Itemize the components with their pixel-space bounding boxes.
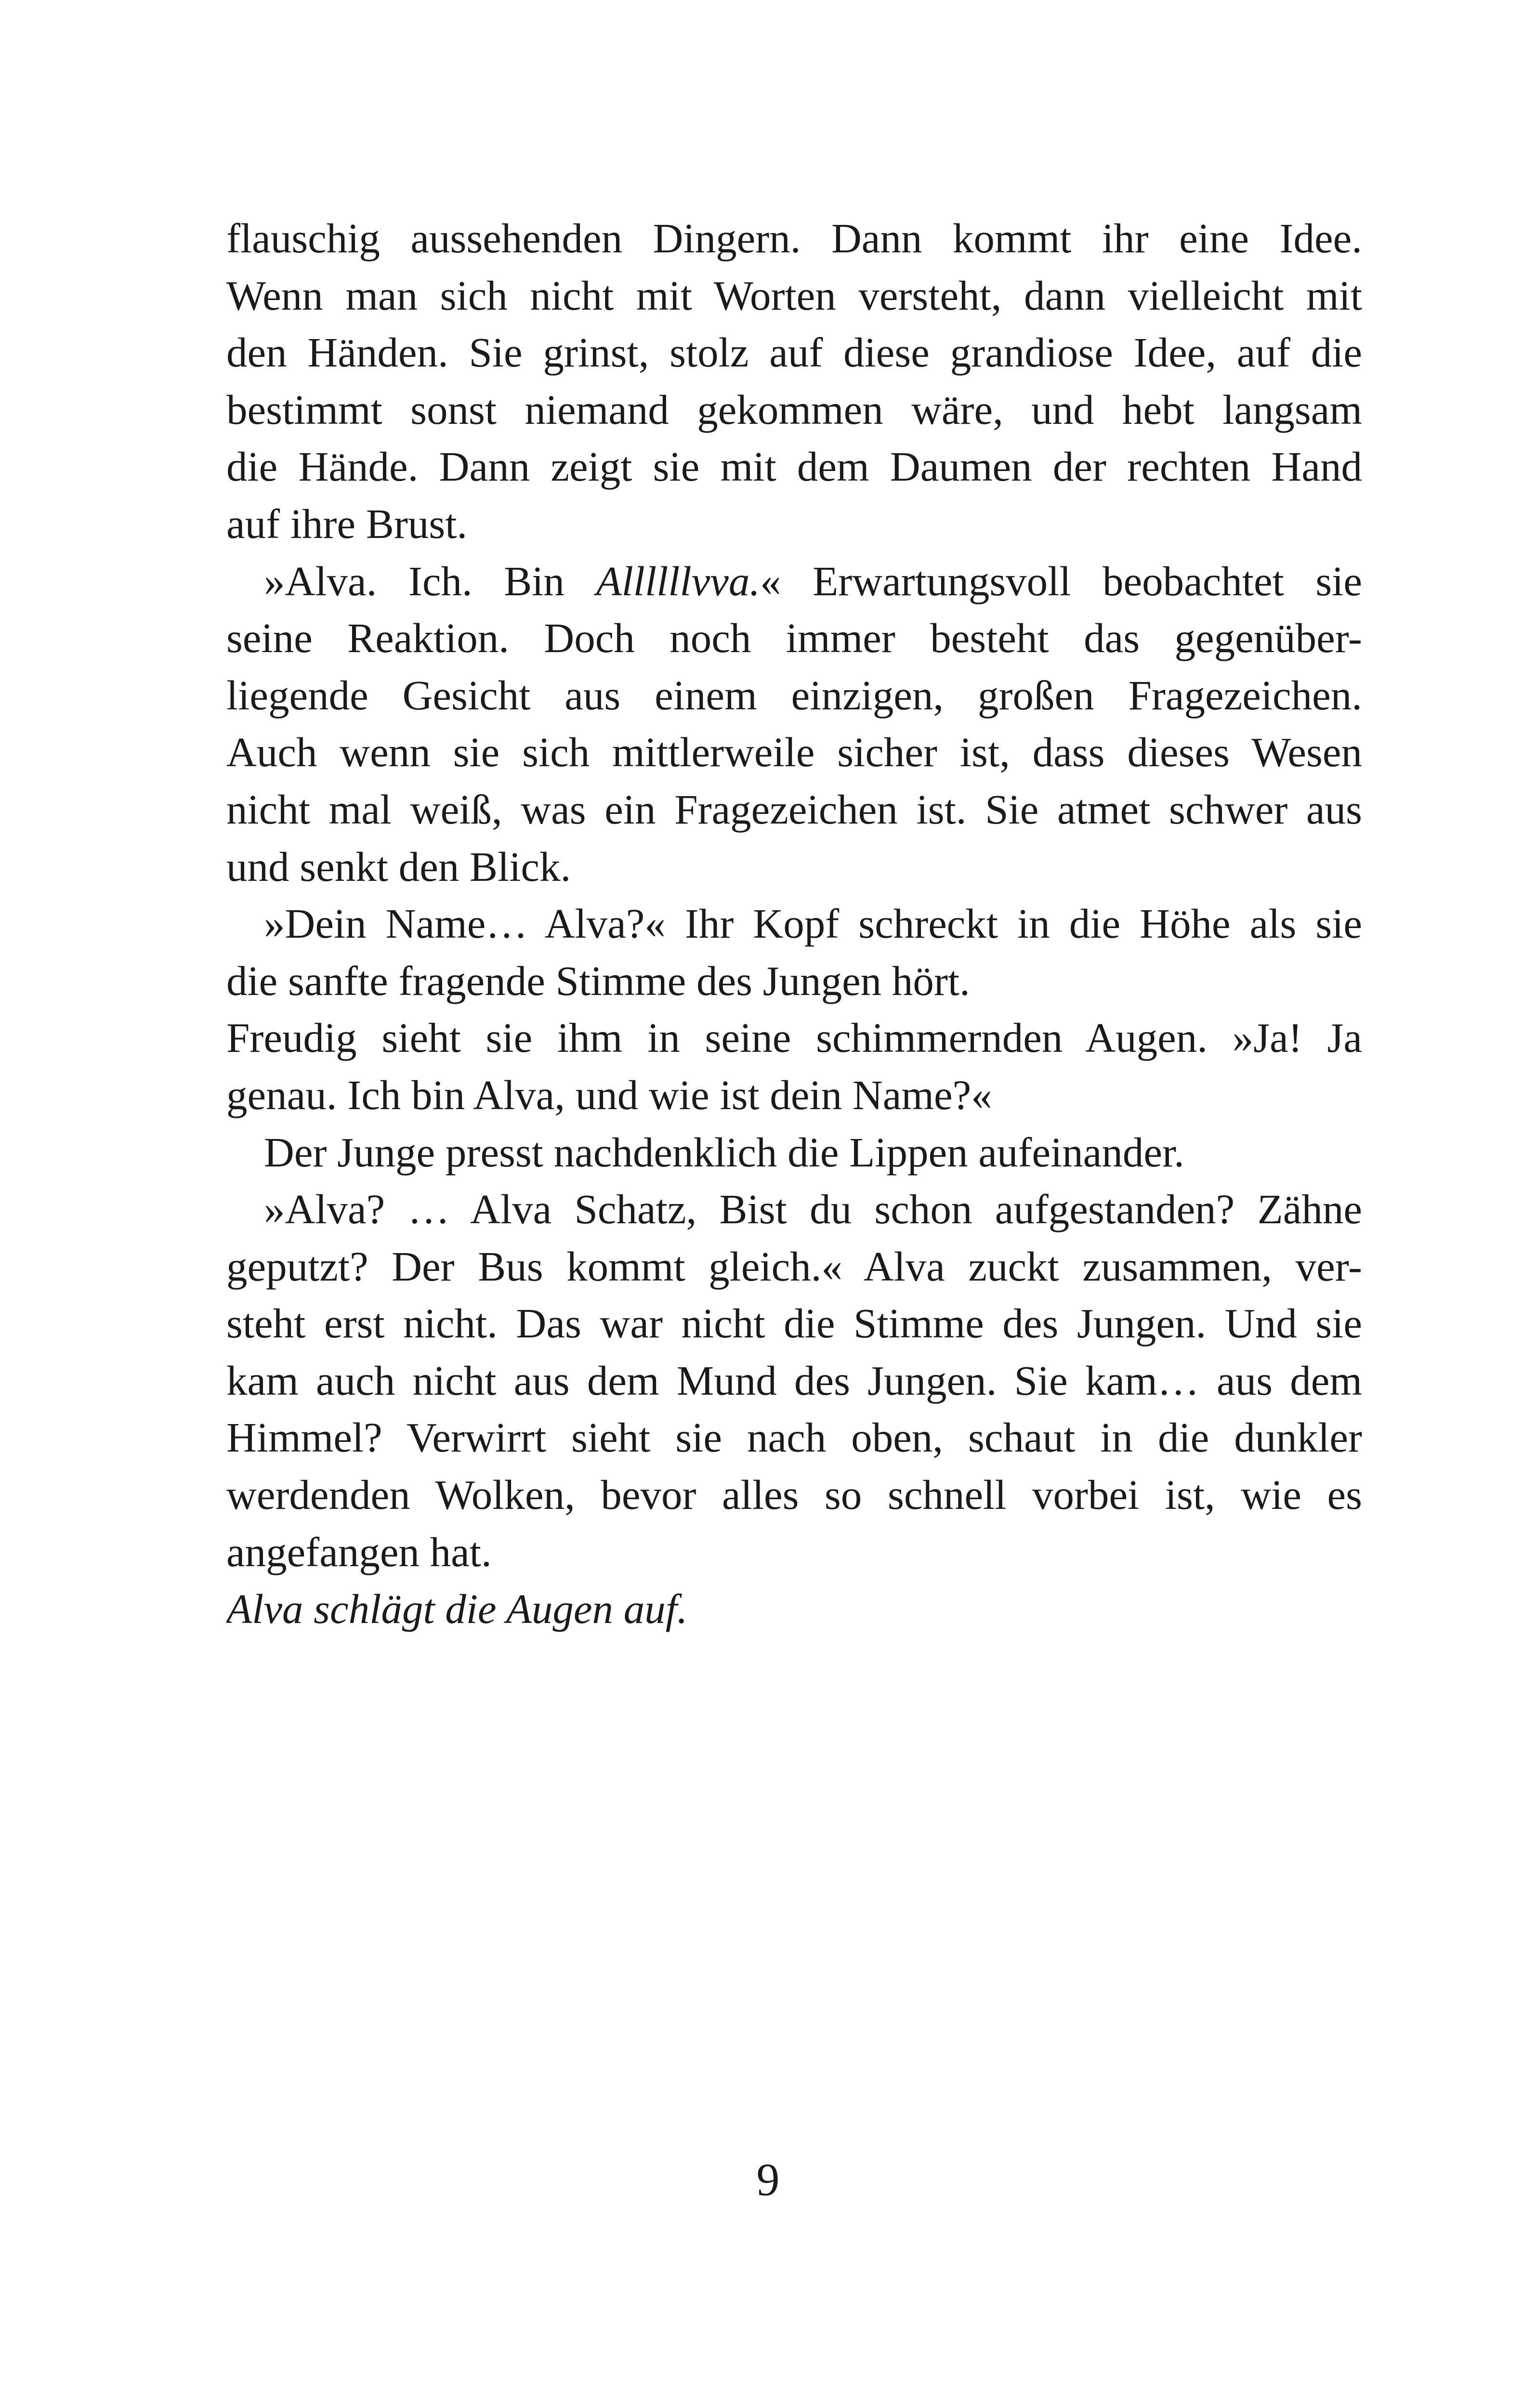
text-line: werdenden Wolken, bevor alles so schnell vorbei ist, wie es: [226, 1471, 1362, 1518]
text-line: seine Reaktion. Doch noch immer besteht das gegenüber-: [226, 615, 1362, 662]
text-line: nicht mal weiß, was ein Fragezeichen ist. Sie atmet schwer aus: [226, 785, 1362, 833]
text-line: genau. Ich bin Alva, und wie ist dein Name?«: [226, 1071, 992, 1118]
text-line: Freudig sieht sie ihm in seine schimmernden Augen. »Ja! Ja: [226, 1014, 1362, 1061]
body-text: [226, 210, 1362, 1638]
text-line: Wenn man sich nicht mit Worten versteht, dann vielleicht mit: [226, 272, 1362, 319]
text-line: angefangen hat.: [226, 1528, 492, 1575]
text-line: [226, 553, 1362, 610]
text-line: und senkt den Blick.: [226, 843, 571, 890]
text-line: Der Junge presst nachdenklich die Lippen aufeinander.: [264, 1128, 1184, 1176]
text-line: liegende Gesicht aus einem einzigen, großen Fragezeichen.: [226, 671, 1362, 719]
text-line: Himmel? Verwirrt sieht sie nach oben, schaut in die dunkler: [226, 1414, 1362, 1461]
text-line: den Händen. Sie grinst, stolz auf diese grandiose Idee, auf die: [226, 329, 1362, 376]
text-line: »Dein Name… Alva?« Ihr Kopf schreckt in die Höhe als sie: [264, 900, 1362, 947]
text-line: Auch wenn sie sich mittlerweile sicher ist, dass dieses Wesen: [226, 729, 1362, 776]
italic-closing-line: Alva schlägt die Augen auf.: [226, 1585, 688, 1633]
text-line: kam auch nicht aus dem Mund des Jungen. Sie kam… aus dem: [226, 1357, 1362, 1404]
text-line: [226, 1581, 1362, 1638]
text-line: bestimmt sonst niemand gekommen wäre, und hebt langsam: [226, 386, 1362, 433]
dialogue-prefix: »Alva. Ich. Bin: [264, 557, 596, 604]
text-line: die sanfte fragende Stimme des Jungen hört.: [226, 957, 970, 1004]
text-line: flauschig aussehenden Dingern. Dann kommt ihr eine Idee.: [226, 215, 1362, 262]
text-line: die Hände. Dann zeigt sie mit dem Daumen der rechten Hand: [226, 443, 1362, 490]
text-line: geputzt? Der Bus kommt gleich.« Alva zuckt zusammen, ver-: [226, 1243, 1362, 1290]
dialogue-suffix: « Erwartungsvoll beobachtet sie: [760, 557, 1362, 604]
text-line: »Alva? … Alva Schatz, Bist du schon aufgestanden? Zähne: [264, 1186, 1362, 1233]
text-line: auf ihre Brust.: [226, 500, 468, 547]
page-number: 9: [756, 2154, 780, 2205]
emphasized-name: Allllllvva.: [596, 557, 761, 604]
text-line: steht erst nicht. Das war nicht die Stimme des Jungen. Und sie: [226, 1300, 1362, 1347]
